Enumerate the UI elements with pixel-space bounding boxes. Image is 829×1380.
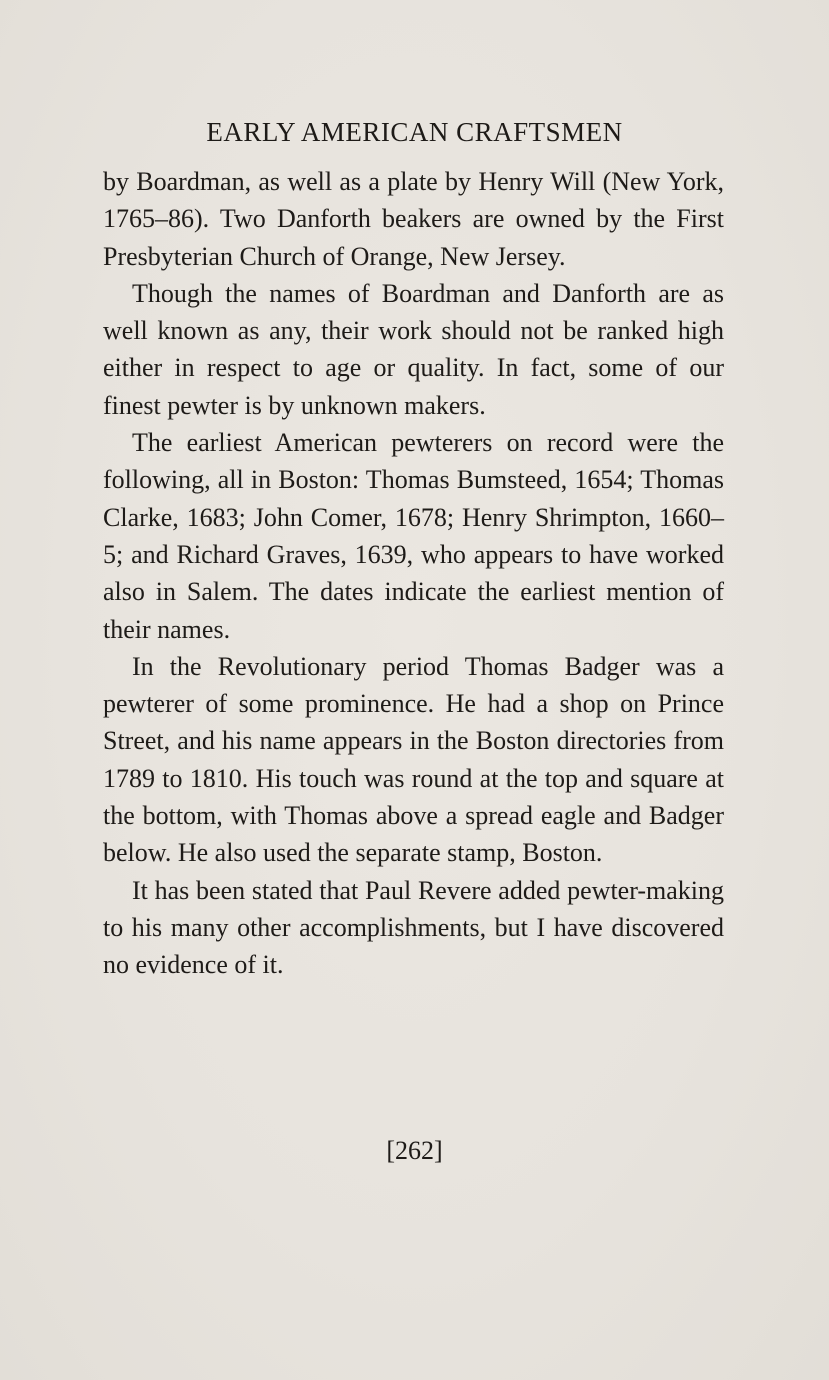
paragraph-thomas-badger: In the Revolutionary period Thomas Badger was a pewterer of some prominence. He had a shop on Prince Street, and his name appears in the Boston directories from 1789 to 1810. His touch was round at the top and square at the bottom, with Thomas above a spread eagle and Badger below. He also used the separate stamp, Boston. <box>103 651 724 868</box>
body-text <box>103 163 724 984</box>
paragraph-boardman-danforth: Though the names of Boardman and Danforth are as well known as any, their work should not be ranked high either in respect to age or quality. In fact, some of our finest pewter is by unknown makers. <box>103 278 724 420</box>
paragraph-earliest-pewterers: The earliest American pewterers on record were the following, all in Boston: Thomas Bumsteed, 1654; Thomas Clarke, 1683; John Comer, 1678; Henry Shrimpton, 1660–5; and Richard Graves, 1639, who appears to have worked also in Salem. The dates indicate the earliest mention of their names. <box>103 428 724 644</box>
paragraph-continued: by Boardman, as well as a plate by Henry Will (New York, 1765–86). Two Danforth beakers are owned by the First Presbyterian Church of Orange, New Jersey. <box>103 167 724 271</box>
paragraph-paul-revere: It has been stated that Paul Revere added pewter-making to his many other accomplishments, but I have discovered no evidence of it. <box>103 875 724 980</box>
page-number: [262] <box>386 1136 443 1165</box>
running-head: EARLY AMERICAN CRAFTSMEN <box>206 117 623 147</box>
